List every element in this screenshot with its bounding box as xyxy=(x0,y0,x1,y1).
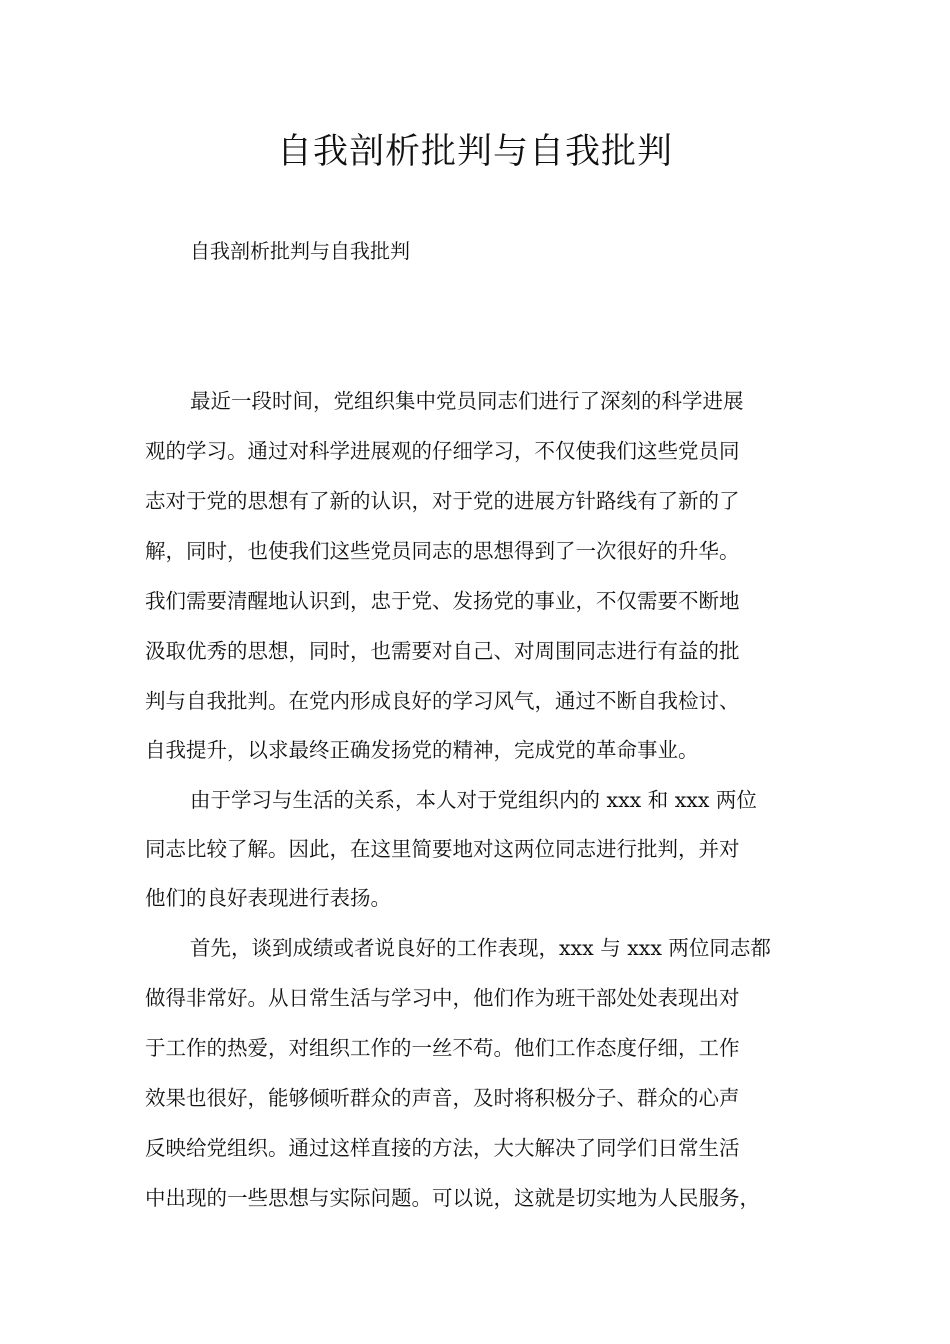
paragraph-line: 于工作的热爱，对组织工作的一丝不苟。他们工作态度仔细，工作 xyxy=(145,1036,740,1060)
paragraph-line: 判与自我批判。在党内形成良好的学习风气，通过不断自我检讨、 xyxy=(145,689,740,713)
paragraph-line: 解，同时，也使我们这些党员同志的思想得到了一次很好的升华。 xyxy=(145,539,740,563)
paragraph-line: 自我提升，以求最终正确发扬党的精神，完成党的革命事业。 xyxy=(145,738,699,762)
document-title: 自我剖析批判与自我批判 xyxy=(276,132,673,172)
paragraph-line: 由于学习与生活的关系，本人对于党组织内的 xxx 和 xxx 两位 xyxy=(190,788,757,812)
paragraph-line: 中出现的一些思想与实际问题。可以说，这就是切实地为人民服务， xyxy=(145,1186,760,1210)
document-subtitle: 自我剖析批判与自我批判 xyxy=(190,239,410,263)
paragraph-line: 首先，谈到成绩或者说良好的工作表现，xxx 与 xxx 两位同志都 xyxy=(190,936,771,960)
paragraph-line: 他们的良好表现进行表扬。 xyxy=(145,886,391,910)
paragraph-line: 做得非常好。从日常生活与学习中，他们作为班干部处处表现出对 xyxy=(145,986,740,1010)
paragraph-line: 我们需要清醒地认识到，忠于党、发扬党的事业，不仅需要不断地 xyxy=(145,589,740,613)
paragraph-line: 效果也很好，能够倾听群众的声音，及时将积极分子、群众的心声 xyxy=(145,1086,740,1110)
paragraph-line: 观的学习。通过对科学进展观的仔细学习，不仅使我们这些党员同 xyxy=(145,439,740,463)
paragraph-line: 汲取优秀的思想，同时，也需要对自己、对周围同志进行有益的批 xyxy=(145,639,740,663)
paragraph-line: 反映给党组织。通过这样直接的方法，大大解决了同学们日常生活 xyxy=(145,1136,740,1160)
paragraph-line: 志对于党的思想有了新的认识，对于党的进展方针路线有了新的了 xyxy=(145,489,740,513)
paragraph-line: 最近一段时间，党组织集中党员同志们进行了深刻的科学进展 xyxy=(190,389,744,413)
paragraph-line: 同志比较了解。因此，在这里简要地对这两位同志进行批判，并对 xyxy=(145,837,740,861)
